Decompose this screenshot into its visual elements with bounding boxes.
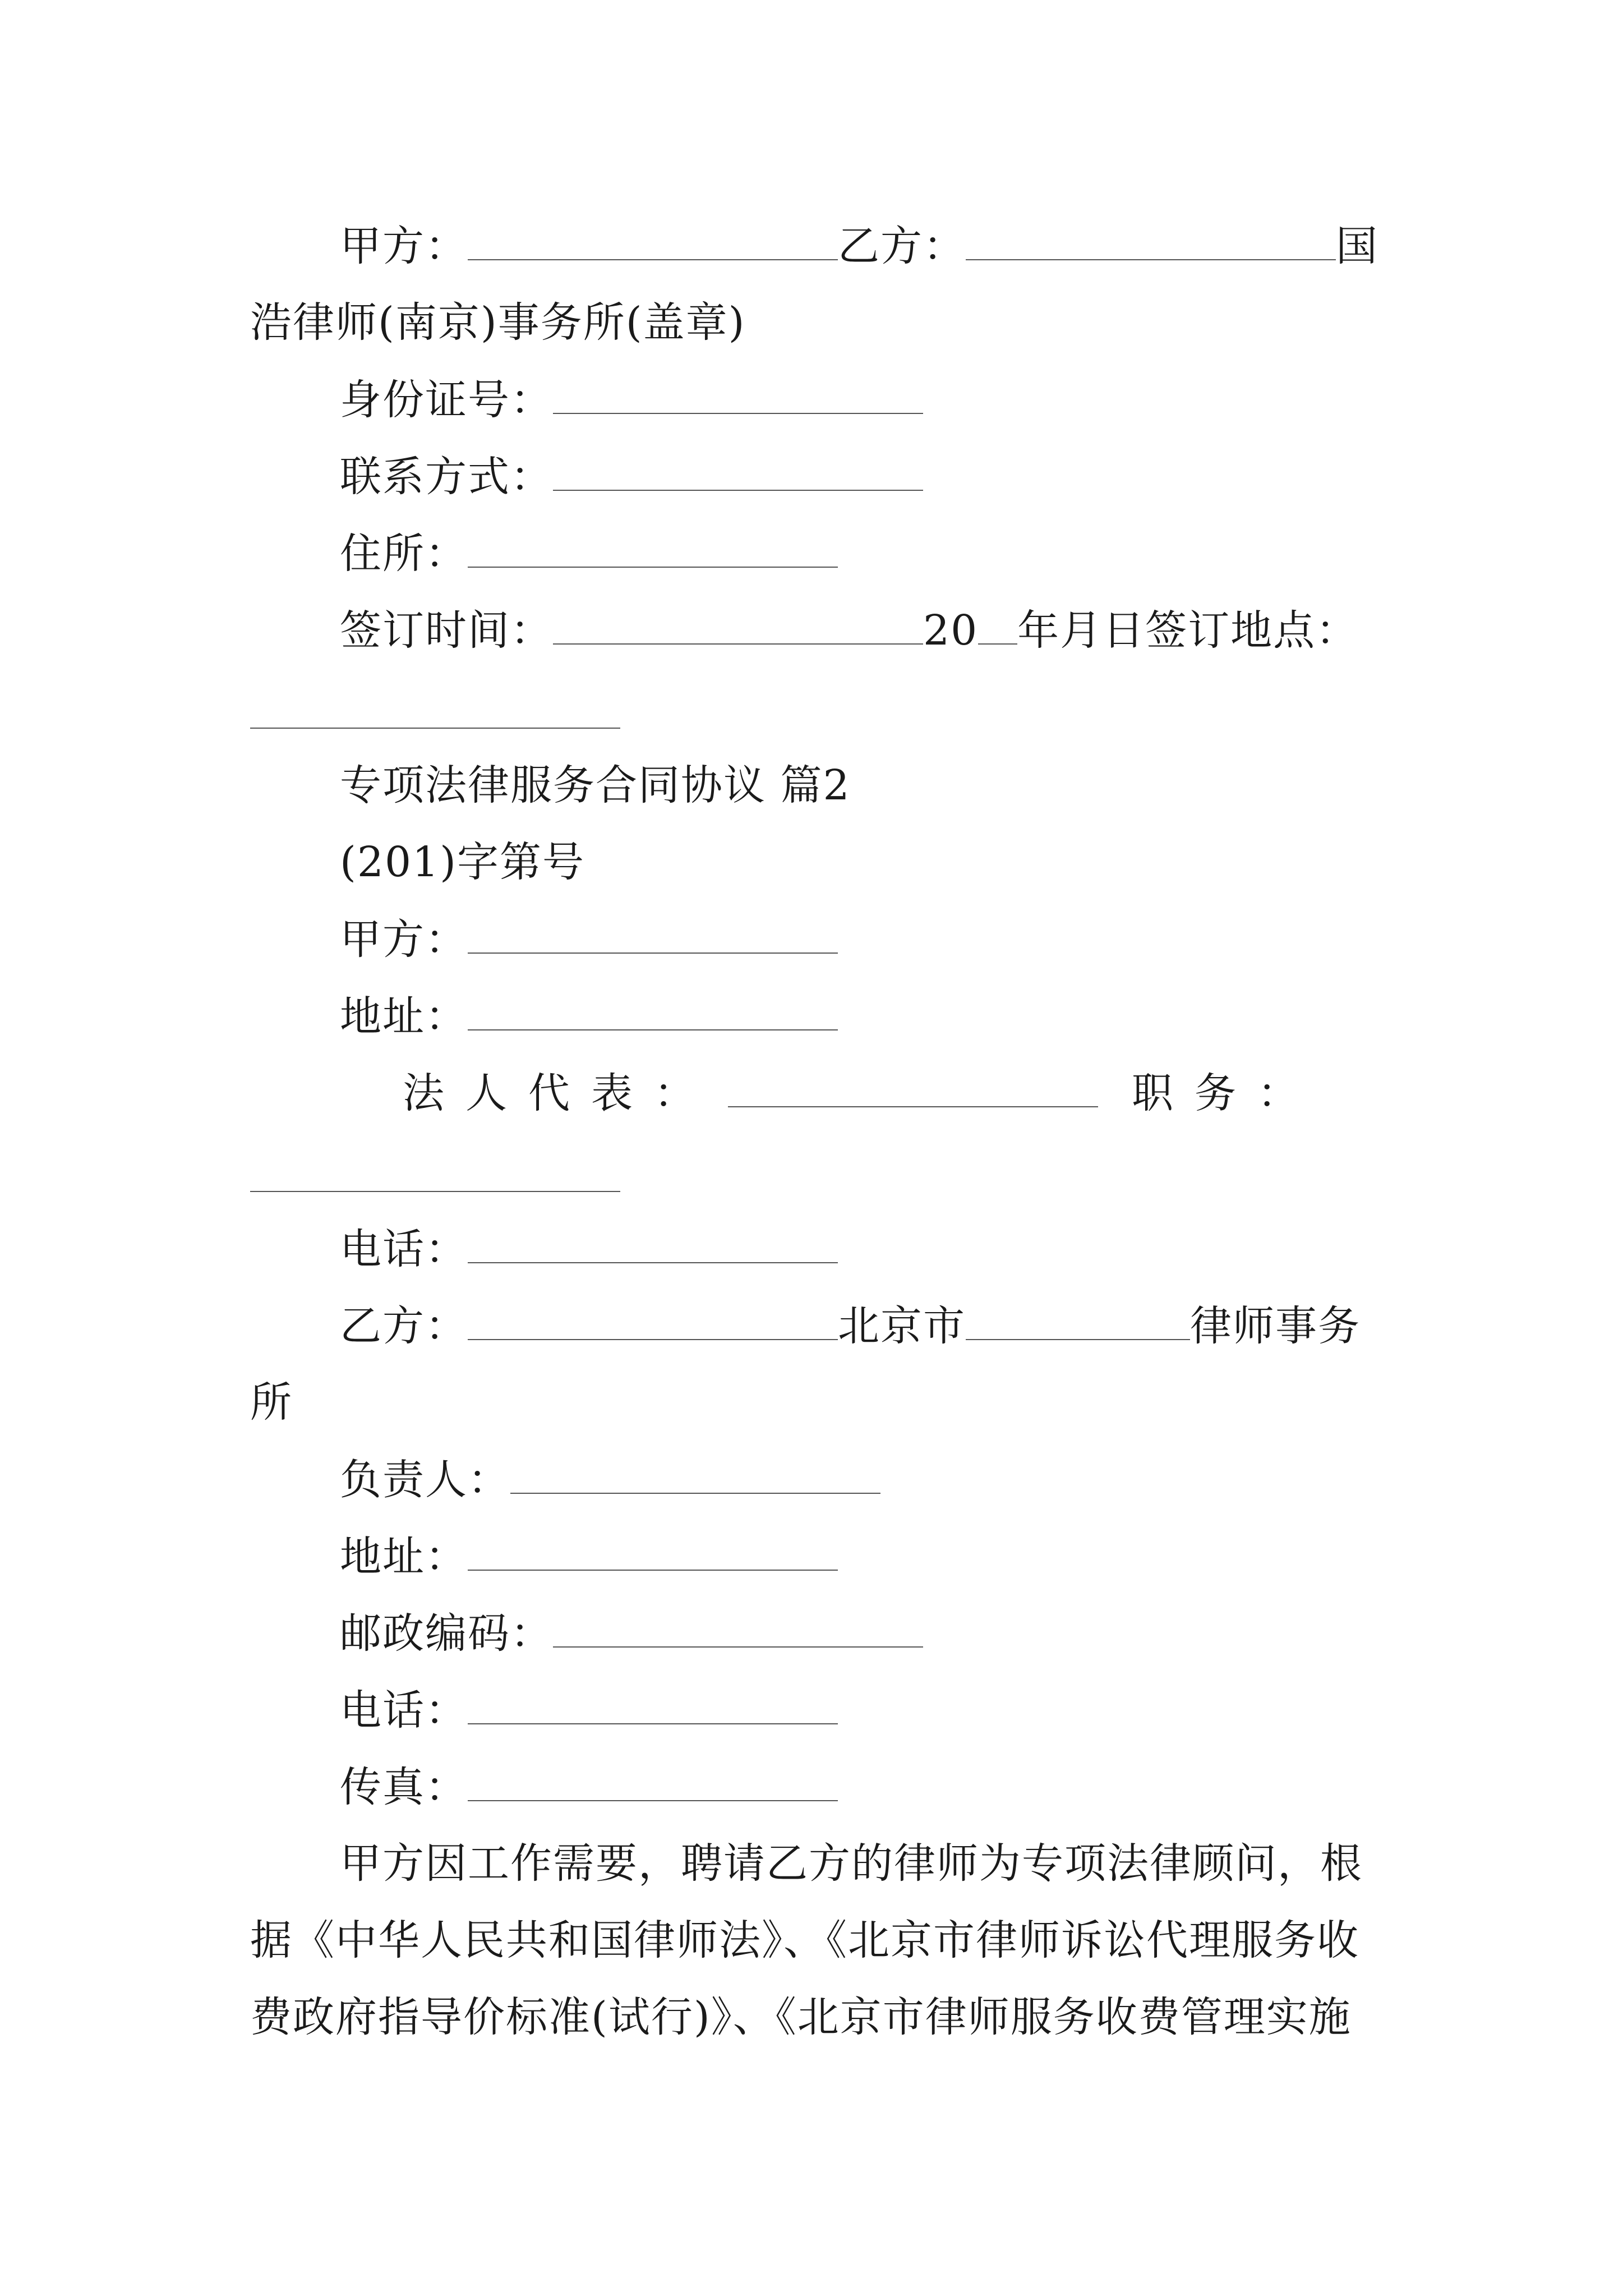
residence-line	[340, 525, 838, 582]
b-address-label: 地址：	[340, 1533, 468, 1581]
sign-place-blank	[250, 728, 620, 729]
a-party-line	[340, 911, 838, 968]
contact-label: 联系方式：	[340, 453, 553, 501]
b-fax-line	[340, 1759, 838, 1815]
b-postcode-blank	[553, 1605, 923, 1648]
a-phone-line	[340, 1221, 838, 1277]
b-phone-line	[340, 1682, 838, 1738]
legal-rep-label: 法人代表：	[403, 1069, 717, 1117]
b-party-label: 乙方：	[340, 1302, 468, 1350]
b-firm-tail: 律师事务	[1190, 1302, 1361, 1350]
residence-label: 住所：	[340, 530, 468, 578]
party-b-blank	[966, 218, 1336, 260]
id-blank	[553, 371, 923, 414]
b-address-blank	[468, 1528, 838, 1571]
doc-number: (201)字第号	[340, 838, 585, 886]
id-line	[340, 371, 923, 428]
sign-time-label: 签订时间：	[340, 606, 553, 655]
residence-blank	[468, 525, 838, 568]
party-a-blank	[468, 218, 838, 260]
b-firm-blank	[966, 1297, 1190, 1340]
b-postcode-label: 邮政编码：	[340, 1609, 553, 1658]
position-label: 职务：	[1132, 1069, 1320, 1117]
b-phone-blank	[468, 1682, 838, 1724]
contact-blank	[553, 448, 923, 491]
party-b-label: 乙方：	[838, 222, 966, 270]
b-party-blank	[468, 1297, 838, 1340]
section2-title: 专项法律服务合同协议 篇2	[340, 761, 851, 809]
a-phone-blank	[468, 1221, 838, 1263]
paragraph-line-3: 费政府指导价标准(试行)》、《北京市律师服务收费管理实施	[250, 1993, 1352, 2041]
sign-time-line	[340, 602, 1358, 659]
a-party-blank	[468, 911, 838, 954]
a-address-blank	[468, 988, 838, 1030]
party-line	[340, 218, 1378, 274]
b-party-line	[340, 1297, 1361, 1354]
b-head-line	[340, 1451, 880, 1508]
b-head-label: 负责人：	[340, 1456, 510, 1504]
party-b-tail: 国	[1336, 222, 1378, 270]
b-firm-end: 所	[250, 1378, 293, 1427]
contact-line	[340, 448, 923, 505]
b-phone-label: 电话：	[340, 1686, 468, 1734]
sign-year-blank	[978, 602, 1017, 645]
paragraph-line-2: 据《中华人民共和国律师法》、《北京市律师诉讼代理服务收	[250, 1916, 1359, 1964]
sign-year: 20	[923, 606, 979, 655]
party-a-label: 甲方：	[340, 222, 468, 270]
a-address-label: 地址：	[340, 992, 468, 1041]
party-b-firm: 浩律师(南京)事务所(盖章)	[250, 298, 746, 347]
b-city: 北京市	[838, 1302, 966, 1350]
b-fax-label: 传真：	[340, 1763, 468, 1811]
b-fax-blank	[468, 1759, 838, 1801]
id-label: 身份证号：	[340, 376, 553, 424]
paragraph-line-1: 甲方因工作需要，聘请乙方的律师为专项法律顾问，根	[340, 1839, 1363, 1888]
a-phone-label: 电话：	[340, 1225, 468, 1273]
a-address-line	[340, 988, 838, 1045]
legal-rep-blank	[728, 1065, 1098, 1107]
legal-rep-line	[403, 1065, 1320, 1121]
a-party-label: 甲方：	[340, 915, 468, 964]
b-address-line	[340, 1528, 838, 1585]
b-head-blank	[510, 1451, 880, 1494]
sign-time-blank	[553, 602, 923, 645]
b-postcode-line	[340, 1605, 923, 1662]
sign-date-place: 年月日签订地点：	[1017, 606, 1359, 655]
position-blank	[250, 1191, 620, 1192]
